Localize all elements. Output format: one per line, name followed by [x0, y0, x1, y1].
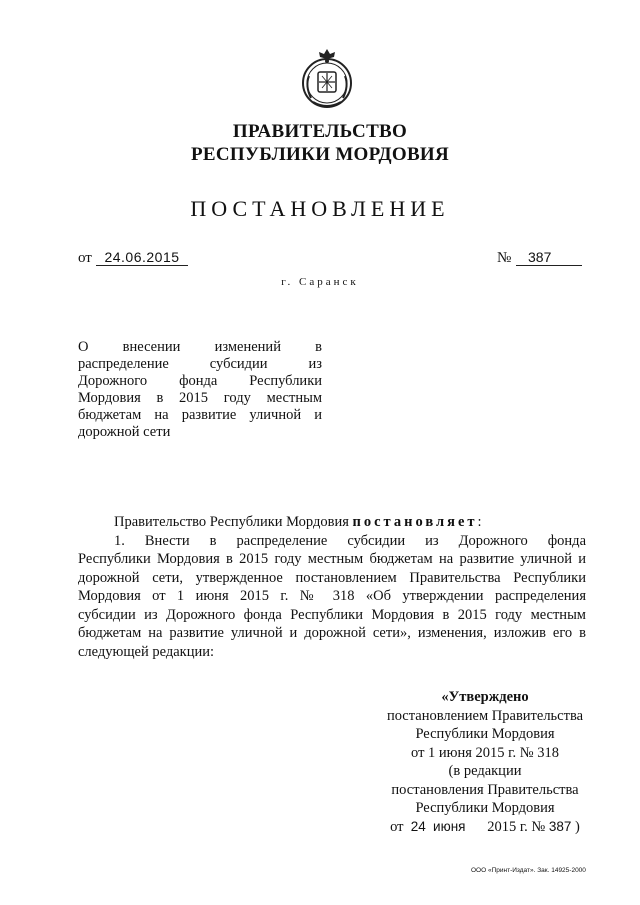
subject-line: дорожной сети — [78, 424, 171, 440]
edition-day: 24 — [410, 818, 426, 834]
approval-title: «Утверждено — [441, 689, 529, 705]
decree-number: 387 — [516, 249, 582, 266]
government-title-line1: ПРАВИТЕЛЬСТВО — [232, 121, 408, 142]
approval-block — [360, 688, 610, 836]
subject-line: О внесении изменений в — [78, 339, 322, 355]
edition-month: июня — [433, 818, 466, 834]
approval-line: постановления Правительства — [391, 781, 579, 798]
edition-year: 2015 г. № — [487, 818, 546, 835]
item-line: 1. Внести в распределение субсидии из Дорожного фонда — [114, 532, 586, 549]
printer-footer: ООО «Принт-Издат». Зак. 14925-2000 — [471, 867, 586, 874]
item-line: дорожной сети, утвержденное постановлением Правительства Республики — [78, 569, 586, 586]
subject-line: распределение субсидии из — [78, 356, 322, 372]
item-line: следующей редакции: — [78, 643, 215, 660]
subject-line: Мордовия в 2015 году местным — [78, 390, 322, 406]
edition-from-label: от — [390, 818, 404, 835]
approval-line: Республики Мордовия — [415, 726, 555, 742]
approval-line: от 1 июня 2015 г. № 318 — [411, 744, 559, 761]
date-label: от — [78, 250, 92, 266]
approval-line: (в редакции — [448, 763, 522, 779]
decree-body — [78, 513, 586, 661]
subject-line: бюджетам на развитие уличной и — [78, 407, 322, 423]
city-name: г. Саранск — [281, 276, 359, 288]
edition-date-line — [360, 818, 610, 837]
approval-line: постановлением Правительства — [386, 707, 584, 724]
approval-line: Республики Мордовия — [415, 800, 555, 816]
edition-close: ) — [575, 818, 580, 835]
intro-prefix: Правительство Республики Мордовия — [114, 514, 349, 530]
item-line: бюджетам на развитие уличной и дорожной сети», изменения, изложив его в — [78, 625, 586, 641]
government-title-line2: РЕСПУБЛИКИ МОРДОВИЯ — [190, 144, 450, 165]
item-line: Мордовия от 1 июня 2015 г. № 318 «Об утверждении распределения — [78, 588, 586, 604]
edition-number: 387 — [548, 818, 572, 834]
intro-spaced-verb: постановляет — [352, 514, 478, 530]
intro-suffix: : — [477, 514, 482, 530]
intro-paragraph — [78, 513, 586, 532]
item-line: субсидии из Дорожного фонда Республики Мордовия в 2015 году местным — [78, 606, 586, 623]
coat-of-arms-emblem — [297, 46, 357, 112]
document-type-heading: ПОСТАНОВЛЕНИЕ — [190, 196, 450, 221]
decree-subject — [78, 339, 322, 441]
item-line: Республики Мордовия в 2015 году местным бюджетам на развитие уличной и — [78, 551, 586, 567]
subject-line: Дорожного фонда Республики — [78, 373, 322, 389]
number-label: № — [497, 250, 512, 266]
decree-date: 24.06.2015 — [96, 249, 188, 266]
